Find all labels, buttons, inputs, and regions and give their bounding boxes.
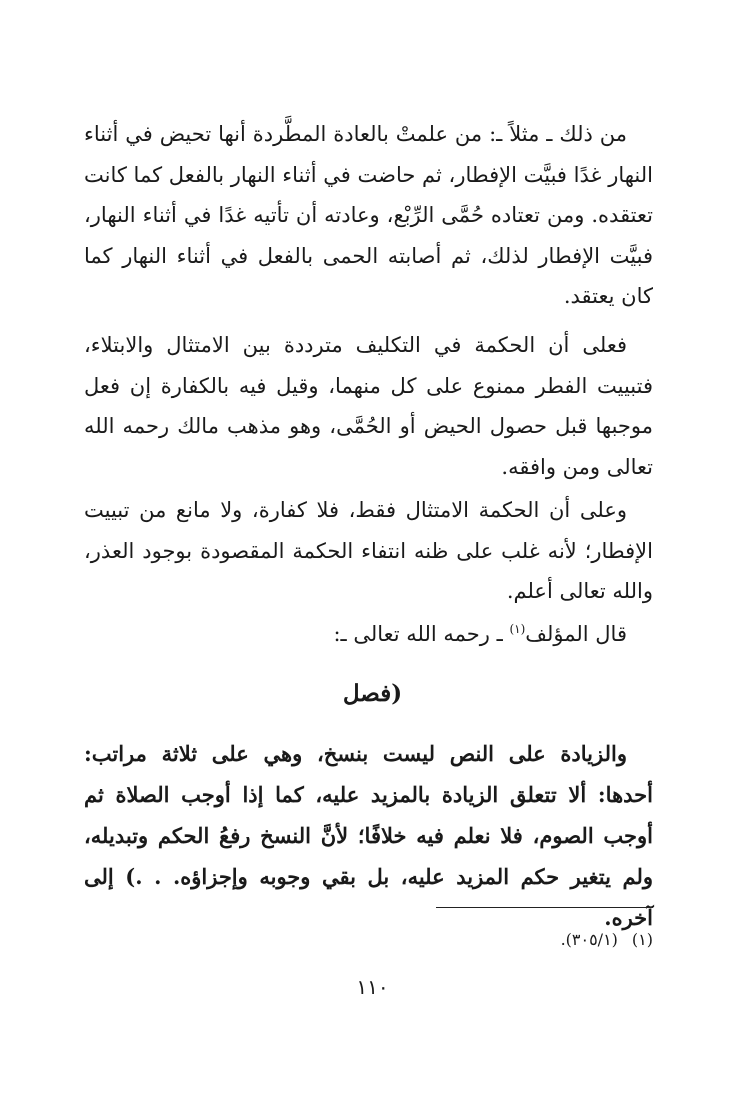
footnote-reference[interactable]: (١) bbox=[509, 622, 526, 636]
paragraph-wisdom-compliance bbox=[84, 490, 653, 612]
footnote bbox=[84, 926, 653, 954]
footnote-number: (١) bbox=[631, 930, 653, 949]
paragraph-wisdom-trial bbox=[84, 325, 653, 487]
paragraph-examples bbox=[84, 114, 653, 317]
author-quote-line bbox=[84, 614, 653, 655]
author-line-end: ـ رحمه الله تعالى ـ: bbox=[333, 622, 510, 646]
footnote-divider bbox=[436, 907, 653, 908]
section-heading: (فصل bbox=[342, 680, 403, 707]
paragraph-text: فعلى أن الحكمة في التكليف مترددة بين الامتثال والابتلاء، فتبييت الفطر ممنوع على كل منهما، وقيل فيه بالكفارة إن فعل موجبها قبل حصول الحيض أو الحُمَّى، وهو مذهب مالك رحمه الله تعالى ومن وافقه. bbox=[84, 333, 653, 479]
paragraph-text: والزيادة على النص ليست بنسخ، وهي على ثلاثة مراتب: أحدها: ألا تتعلق الزيادة بالمزيد عليه، كما إذا أوجب الصلاة ثم أوجب الصوم، فلا نعلم فيه خلافًا؛ لأنَّ النسخ رفعُ الحكم وتبديله، ولم يتغير حكم المزيد عليه، بل بقي وجوبه وإجزاؤه. . .) إلى آخره. bbox=[84, 741, 653, 930]
paragraph-text: وعلى أن الحكمة الامتثال فقط، فلا كفارة، ولا مانع من تبييت الإفطار؛ لأنه غلب على ظنه انتفاء الحكمة المقصودة بوجود العذر، والله تعالى أعلم. bbox=[84, 498, 653, 603]
paragraph-text: من ذلك ـ مثلاً ـ: من علمتْ بالعادة المطَّردة أنها تحيض في أثناء النهار غدًا فبيَّت الإفطار، ثم حاضت في أثناء النهار بالفعل كما كانت تعتقده. ومن تعتاده حُمَّى الرِّبْع، وعادته أن تأتيه غدًا في أثناء النهار، فبيَّت الإفطار لذلك، ثم أصابته الحمى بالفعل في أثناء النهار كما كان يعتقد. bbox=[84, 122, 653, 308]
footnote-text: (٣٠٥/١). bbox=[560, 930, 618, 949]
author-line-start: قال المؤلف bbox=[525, 622, 627, 646]
page-number: ١١٠ bbox=[356, 975, 389, 999]
